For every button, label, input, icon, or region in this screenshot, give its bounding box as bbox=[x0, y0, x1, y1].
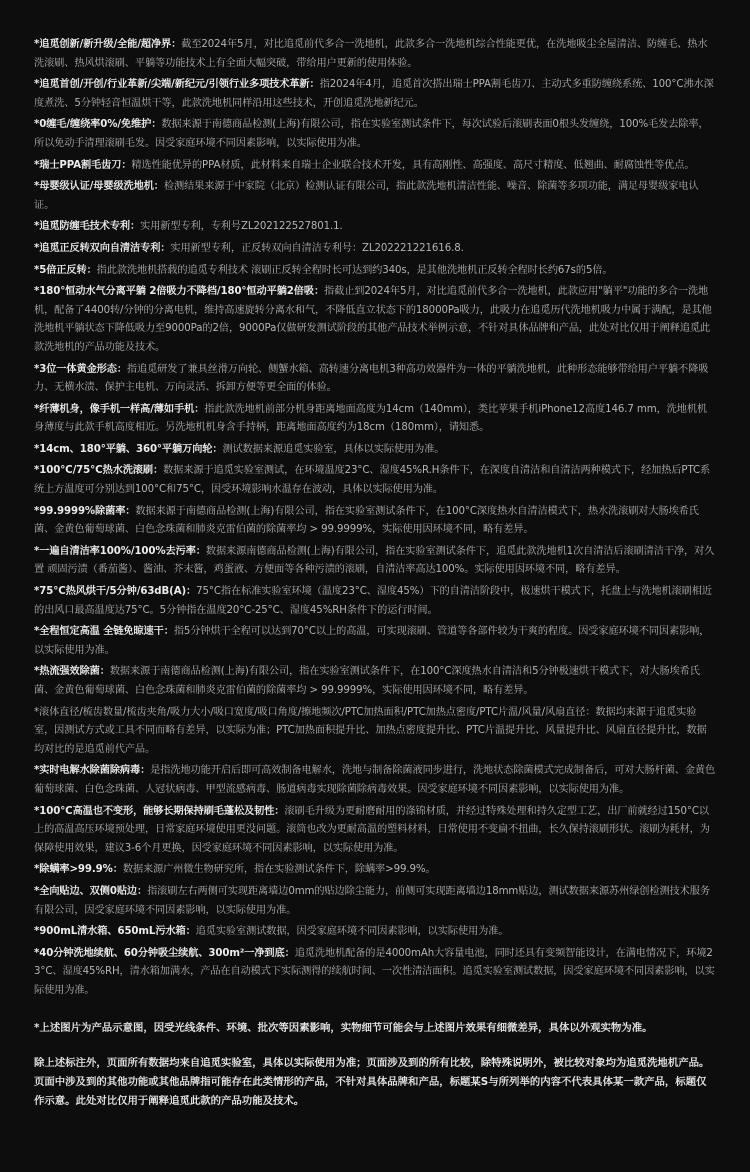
note-body: 75°C指在标准实验室环境（温度23°C、湿度45%）下的自清洁阶段中，极速烘干模式下，托盘上与洗地机滚刷相近的出风口最高温度达75°C。5分钟指在温度20°C-25°C、湿度45%RH条件下的运行时间。 bbox=[34, 586, 712, 616]
note-body: *滚体直径/梳齿数量/梳齿夹角/吸力大小/吸口宽度/吸口角度/擦地频次/PTC加热面积/PTC加热点密度/PTC片温/风量/风扇直径：数据均来源于追觅实验室，因测试方式或工具不同而略有差异，以实际为准；PTC加热面积提升比、加热点密度提升比、PTC片温提升比、风量提升比、风扇直径提升比，数据均对比的是追觅前代产品。 bbox=[34, 706, 707, 755]
note-heading: *14cm、180°平躺、360°平躺万向轮： bbox=[34, 443, 223, 455]
note-heading: *全程恒定高温 全链免晾速干： bbox=[34, 626, 174, 638]
disclaimer-note bbox=[34, 401, 716, 438]
note-body: 指5分钟烘干全程可以达到70°C以上的高温，可实现滚刷、管道等各部件较为干爽的程度。因受家庭环境不同因素影响，以实际使用为准。 bbox=[34, 626, 710, 656]
note-heading: *75°C热风烘干/5分钟/63dB(A)： bbox=[34, 586, 197, 598]
note-body: 测试数据来源追觅实验室，具体以实际使用为准。 bbox=[222, 443, 445, 455]
disclaimer-note bbox=[34, 36, 716, 73]
note-body: 精选性能优异的PPA材质，此材料来自瑞士企业联合技术开发，具有高刚性、高强度、高尺寸精度、低翘曲、耐腐蚀性等优点。 bbox=[131, 159, 695, 171]
note-body: 数据来源于南德商品检测(上海)有限公司，指在实验室测试条件下，在100°C深度热水自清洁模式下，热水洗滚刷对大肠埃希氏菌、金黄色葡萄球菌、白色念珠菌和肺炎克雷伯菌的除菌率均 > 99.9999%，实际使用因环境不同，略有差异。 bbox=[34, 505, 699, 536]
disclaimer-note bbox=[34, 543, 716, 580]
note-heading: *一遍自清洁率100%/100%去污率： bbox=[34, 545, 206, 557]
note-heading: *追觅创新/新升级/全能/超净界： bbox=[34, 39, 182, 50]
disclaimer-note bbox=[34, 803, 716, 859]
disclaimer-note bbox=[34, 945, 716, 1001]
note-body: 指追觅研发了兼具丝滑万向轮、侧蟹水箱、高转速分离电机3种高功效器件为一体的平躺洗地机，此种形态能够带给用户平躺不降吸力、无横水渍、保护主电机、万向灵活、拆卸方便等更全面的体验。 bbox=[34, 363, 709, 394]
disclaimer-note bbox=[34, 283, 716, 357]
note-heading: *全向贴边、双侧0贴边： bbox=[34, 885, 148, 897]
note-body: 数据来源于南德商品检测(上海)有限公司，指在实验室测试条件下，在100°C深度热水自清洁和5分钟极速烘干模式下，对大肠埃希氏菌、金黄色葡萄球菌、白色念珠菌和肺炎克雷伯菌的除菌率均 > 99.9999%，实际使用因环境不同，略有差异。 bbox=[34, 666, 700, 696]
note-body: 实用新型专利，正反转双向自清洁专利号：ZL202221221616.8. bbox=[170, 242, 464, 254]
note-body: 指此款洗地机前部分机身距离地面高度为14cm（140mm），类比苹果手机iPhone12高度146.7 mm，洗地机机身薄度与此款手机高度相近。另洗地机机身含手持柄，距离地面高度约为18cm（180mm），请知悉。 bbox=[34, 403, 708, 434]
note-body: 检测结果来源于中家院（北京）检测认证有限公司，指此款洗地机清洁性能、噪音、除菌等多项功能，满足母婴级家电认证。 bbox=[34, 181, 699, 211]
note-heading: *900mL清水箱、650mL污水箱： bbox=[34, 926, 196, 938]
footer-statement: *上述图片为产品示意图，因受光线条件、环境、批次等因素影响，实物细节可能会与上述图片效果有细微差异，具体以外观实物为准。 bbox=[34, 1021, 653, 1034]
disclaimer-note bbox=[34, 704, 716, 760]
note-heading: *3位一体黄金形态： bbox=[34, 363, 127, 375]
note-body: 指滚刷左右两侧可实现距离墙边0mm的贴边除尘能力，前侧可实现距离墙边18mm贴边，测试数据来源苏州绿创检测技术服务有限公司，因受家庭环境不同因素影响，以实际使用为准。 bbox=[34, 885, 710, 916]
note-heading: *母婴级认证/母婴级洗地机： bbox=[34, 181, 164, 193]
note-body: 实用新型专利，专利号ZL202122527801.1. bbox=[140, 221, 343, 233]
note-body: 数据来源南德商品检测(上海)有限公司，指在实验室测试条件下，追觅此款洗地机1次自清洁后滚刷清洁干净，对久置 顽固污渍（番茄酱）、酱油、芥末酱，鸡蛋液、方便面等各种污渍的滚刷，自清洁率高达100%。实际使用因环境不同，略有差异。 bbox=[34, 545, 715, 576]
note-heading: *追觅首创/开创/行业革新/尖端/新纪元/引领行业多项技术革新： bbox=[34, 79, 320, 91]
note-heading: *追觅防缠毛技术专利： bbox=[34, 221, 141, 233]
disclaimer-note bbox=[34, 76, 716, 113]
note-body: 追觅实验室测试数据，因受家庭环境不同因素影响，以实际使用为准。 bbox=[195, 926, 509, 938]
note-heading: *实时电解水除菌除病毒： bbox=[34, 765, 151, 777]
note-body: 数据来源于南德商品检测(上海)有限公司，指在实验室测试条件下，每次试验后滚刷表面0根头发缠绕，100%毛发去除率，所以免动手清理滚刷毛发。因受家庭环境不同因素影响，以实际使用为准。 bbox=[34, 119, 709, 149]
note-body: 指2024年4月，追觅首次搭出瑞士PPA割毛齿刀、主动式多重防缠绕系统、100°C沸水深度煮洗、5分钟轻音恒温烘干等，此款洗地机同样沿用这些技术，开创追觅洗地新纪元。 bbox=[34, 79, 714, 109]
note-heading: *纤薄机身，像手机一样高/薄如手机： bbox=[34, 403, 205, 415]
note-body: 数据来源广州微生物研究所，指在实验测试条件下，除螨率>99.9%。 bbox=[122, 864, 436, 876]
disclaimer-note bbox=[34, 583, 716, 620]
note-body: 数据来源于追觅实验室测试，在环境温度23°C、湿度45%R.H条件下，在深度自清洁和自清洁两种模式下，经加热后PTC系统上方温度可分别达到100°C和75°C，因受环境影响水温存在波动，具体以实际使用为准。 bbox=[34, 465, 711, 496]
note-body: 滚刷毛升级为更耐磨耐用的涤锦材质，并经过特殊处理和持久定型工艺，出厂前就经过150°C以上的高温高压环境预处理，日常家庭环境使用更没问题。滚筒也改为更耐高温的塑料材料，日常使用不变扁不扭曲，长久保持滚刷形状。滚刷为耗材，为保障使用效果，建议3-6个月更换，因受家庭环境不同因素影响，以实际使用为准。 bbox=[34, 805, 710, 854]
disclaimer-note bbox=[34, 116, 716, 153]
disclaimer-footer bbox=[34, 1019, 716, 1111]
note-heading: *99.9999%除菌率： bbox=[34, 505, 136, 517]
note-heading: *180°恒动水气分离平躺 2倍吸力不降档/180°恒动平躺2倍吸： bbox=[34, 286, 325, 298]
note-heading: *热流强效除菌： bbox=[34, 666, 110, 678]
disclaimer-note bbox=[34, 623, 716, 660]
note-heading: *除螨率>99.9%： bbox=[34, 864, 123, 876]
disclaimer-note bbox=[34, 861, 716, 880]
disclaimer-note bbox=[34, 240, 716, 259]
disclaimer-note bbox=[34, 218, 716, 237]
disclaimer-note bbox=[34, 762, 716, 799]
note-body: 截至2024年5月，对比追觅前代多合一洗地机，此款多合一洗地机综合性能更优，在洗地吸尘全屋清洁、防缠毛、热水洗滚刷、热风烘滚刷、平躺等功能技术上有全面大幅突破，带给用户更新的使用体验。 bbox=[34, 39, 708, 69]
disclaimer-note bbox=[34, 262, 716, 281]
note-heading: *40分钟洗地续航、60分钟吸尘续航、300m²一净到底： bbox=[34, 947, 295, 959]
note-body: 指截止到2024年5月，对比追觅前代多合一洗地机，此款应用"躺平"功能的多合一洗地机，配备了4400转/分钟的分离电机，维持高速旋转分离水和气，不降低直立状态下的18000Pa吸力，此吸力在追觅历代洗地机吸力中属于满配，是其他洗地机平躺状态下降低吸力至9000Pa的2倍，9000Pa仅做研发测试阶段的其他产品技术举例示意，不针对具体品牌和产品，此处对比仅用于阐释追觅此款洗地机的产品功能及技术。 bbox=[34, 286, 712, 353]
disclaimer-note bbox=[34, 178, 716, 215]
note-heading: *瑞士PPA割毛齿刀： bbox=[34, 159, 132, 171]
disclaimer-note bbox=[34, 663, 716, 700]
note-body: 追觅洗地机配备的是4000mAh大容量电池，同时还具有变频智能设计，在满电情况下，环境23°C、湿度45%RH，清水箱加满水，产品在自动模式下实际测得的续航时间、一次性清洁面积。追觅实验室测试数据，因受家庭环境不同因素影响，以实际使用为准。 bbox=[34, 947, 715, 996]
disclaimer-note bbox=[34, 503, 716, 540]
note-body: 指此款洗地机搭载的追觅专利技术 滚刷正反转全程时长可达到约340s，是其他洗地机正反转全程时长约67s的5倍。 bbox=[96, 264, 613, 276]
note-body: 是指洗地功能开启后即可高效制备电解水，洗地与制备除菌液同步进行，洗地状态除菌模式完成制备后，可对大肠杆菌、金黄色葡萄球菌、白色念珠菌、人冠状病毒、甲型流感病毒、肠道病毒实现除菌除病毒效果。因受家庭环境不同因素影响，以实际使用为准。 bbox=[34, 765, 716, 795]
disclaimer-note bbox=[34, 923, 716, 942]
note-heading: *5倍正反转： bbox=[34, 264, 97, 276]
disclaimer-note bbox=[34, 157, 716, 176]
note-heading: *100°C高温也不变形，能够长期保持刷毛蓬松及韧性： bbox=[34, 805, 285, 817]
note-heading: *0缠毛/缠绕率0%/免维护： bbox=[34, 119, 162, 131]
disclaimer-note bbox=[34, 883, 716, 920]
note-heading: *100°C/75°C热水洗滚刷： bbox=[34, 465, 164, 477]
disclaimer-note bbox=[34, 462, 716, 499]
disclaimer-notes bbox=[34, 36, 716, 1001]
disclaimer-note bbox=[34, 441, 716, 460]
disclaimer-note bbox=[34, 361, 716, 398]
footer-statement: 除上述标注外，页面所有数据均来自追觅实验室，具体以实际使用为准；页面涉及到的所有比较，除特殊说明外，被比较对象均为追觅洗地机产品。页面中涉及到的其他功能或其他品牌指可能存在此类情形的产品，不针对具体品牌和产品，标题某S与所列举的内容不代表具体某一款产品，标题仅作示意。此处对比仅用于阐释追觅此款的产品功能及技术。 bbox=[34, 1056, 710, 1107]
note-heading: *追觅正反转双向自清洁专利： bbox=[34, 242, 171, 254]
